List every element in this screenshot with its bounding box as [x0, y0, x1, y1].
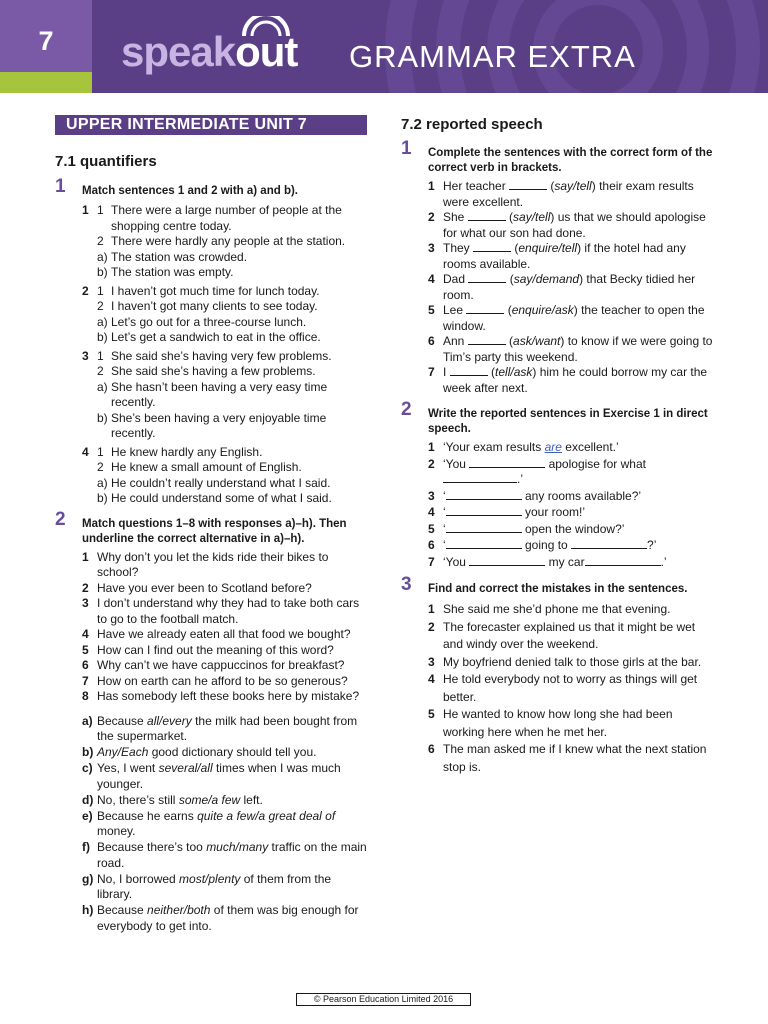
- list-item: 2 ‘You apologise for what .’: [428, 456, 646, 486]
- unit-number: 7: [38, 26, 54, 56]
- list-item: [401, 241, 716, 272]
- answer-blank[interactable]: [469, 555, 545, 566]
- item-text: (: [547, 179, 555, 193]
- answer-blank[interactable]: [468, 210, 506, 221]
- answer-blank[interactable]: [443, 472, 517, 483]
- section-title-reported-speech: 7.2 reported speech: [401, 116, 543, 133]
- item-text: (: [505, 334, 514, 348]
- list-item: [55, 265, 367, 281]
- list-item: 7 ‘You my car .’: [428, 554, 667, 569]
- item-marker: 2: [97, 234, 104, 248]
- item-text: My boyfriend denied talk to those girls at the bar.: [443, 654, 702, 669]
- item-number: 4: [428, 272, 435, 286]
- item-number: 1: [82, 203, 89, 217]
- item-text: She said she’s having very few problems.: [111, 348, 332, 363]
- item-number: 2: [428, 210, 435, 224]
- alternative-choice: neither/both: [147, 903, 211, 917]
- verb-hint: tell/ask: [495, 365, 533, 379]
- list-item: [401, 334, 716, 365]
- item-text: How can I find out the meaning of this word?: [97, 642, 334, 657]
- item-text: Because: [97, 903, 148, 917]
- item-text: She said she’s having a few problems.: [111, 364, 316, 378]
- list-item: 6 ‘ going to ?’: [428, 538, 657, 552]
- exercise-number: 1: [55, 176, 66, 197]
- item-text: Ann: [443, 334, 468, 348]
- item-number: 3: [82, 348, 89, 363]
- item-letter: e): [82, 808, 93, 823]
- item-text: Dad: [443, 272, 469, 286]
- item-letter: a): [82, 713, 93, 728]
- item-letter: h): [82, 903, 94, 917]
- item-text: The forecaster explained us that it might be wet and windy over the weekend.: [443, 619, 696, 651]
- item-text: He told everybody not to worry as things will get better.: [443, 672, 698, 704]
- exercise-instruction: Write the reported sentences in Exercise 1 in direct speech.: [428, 408, 708, 435]
- list-item: [55, 315, 367, 331]
- item-text: Have you ever been to Scotland before?: [97, 580, 312, 595]
- response-item: [55, 761, 367, 792]
- item-text: Why don’t you let the kids ride their bikes to school?: [97, 549, 329, 579]
- item-text: (: [506, 272, 514, 286]
- item-number: 4: [428, 672, 435, 686]
- item-marker: 2: [97, 299, 104, 313]
- answer-blank[interactable]: [469, 457, 545, 468]
- alternative-choice: most/plenty: [179, 871, 241, 886]
- item-number: 5: [428, 303, 435, 317]
- exercise-instruction: Complete the sentences with the correct form of the correct verb in brackets.: [428, 147, 713, 174]
- item-text: I: [443, 365, 450, 379]
- alternative-choice: much/many: [206, 840, 269, 854]
- item-number: 4: [82, 627, 89, 641]
- exercise-2-responses: [55, 714, 367, 935]
- list-item: [401, 741, 716, 776]
- item-text: good dictionary should tell you.: [148, 745, 317, 759]
- item-text: There were hardly any people at the station.: [111, 234, 346, 248]
- item-marker: a): [97, 249, 108, 264]
- answer-blank[interactable]: [450, 365, 488, 376]
- list-item: [401, 210, 716, 241]
- item-text: He could understand some of what I said.: [111, 491, 332, 505]
- item-marker: b): [97, 491, 108, 505]
- answer-blank[interactable]: [585, 555, 661, 566]
- list-item: [55, 284, 367, 300]
- example-answer: are: [544, 440, 562, 454]
- item-text: Because he earns: [97, 808, 198, 823]
- verb-hint: ask/want: [513, 334, 561, 348]
- answer-blank[interactable]: [446, 522, 522, 533]
- item-number: 7: [428, 365, 435, 379]
- list-item: 3 ‘ any rooms available?’: [428, 488, 642, 503]
- item-text: There were a large number of people at the shopping centre today.: [111, 203, 342, 233]
- item-text: He wanted to know how long she had been working here when he met her.: [443, 707, 673, 739]
- verb-hint: say/tell: [554, 179, 592, 193]
- item-text: She hasn’t been having a very easy time recently.: [111, 379, 328, 409]
- item-text: No, there’s still: [97, 792, 179, 807]
- exercise-1-items: [401, 179, 716, 396]
- unit-badge: [0, 0, 92, 72]
- alternative-choice: some/a few: [178, 792, 241, 807]
- answer-blank[interactable]: [446, 505, 522, 516]
- item-text: ) that Becky tidied her room.: [443, 272, 696, 302]
- response-item: [55, 903, 367, 934]
- item-marker: 1: [97, 444, 104, 459]
- item-text: ) the teacher to open the window.: [443, 303, 705, 333]
- item-text: Have we already eaten all that food we bought?: [97, 627, 351, 641]
- item-text: ) if the hotel had any rooms available.: [443, 241, 686, 271]
- answer-blank[interactable]: [468, 272, 506, 283]
- copyright-footer: © Pearson Education Limited 2016: [296, 993, 471, 1006]
- list-item: [55, 550, 367, 581]
- exercise-number: 2: [401, 399, 412, 420]
- exercise-1-heading: [55, 176, 367, 199]
- list-item: [55, 445, 367, 461]
- item-marker: b): [97, 265, 108, 279]
- alternative-choice: quite a few/a great deal of: [197, 808, 336, 823]
- item-number: 6: [82, 658, 89, 672]
- item-text: He knew a small amount of English.: [111, 460, 302, 474]
- item-letter: b): [82, 745, 94, 759]
- list-item: [55, 596, 367, 627]
- item-text: traffic on the main road.: [97, 840, 367, 870]
- item-text: No, I borrowed: [97, 871, 180, 886]
- answer-blank[interactable]: [446, 489, 522, 500]
- item-marker: b): [97, 410, 108, 425]
- item-text: money.: [97, 824, 136, 838]
- item-letter: f): [82, 840, 90, 854]
- item-text: (: [504, 303, 512, 317]
- item-number: 4: [82, 444, 89, 459]
- list-item: [401, 365, 716, 396]
- item-text: ) their exam results were excellent.: [443, 179, 694, 209]
- alternative-choice: all/every: [147, 713, 192, 728]
- answer-blank[interactable]: [571, 538, 647, 549]
- item-text: Why can’t we have cappuccinos for breakfast?: [97, 658, 345, 672]
- verb-hint: say/tell: [513, 210, 551, 224]
- exercise-number: 3: [401, 574, 412, 595]
- list-item: [55, 643, 367, 659]
- item-marker: a): [97, 314, 108, 329]
- answer-blank[interactable]: [509, 179, 547, 190]
- item-text: I don’t understand why they had to take both cars to go to the football match.: [97, 596, 360, 626]
- item-number: 3: [428, 654, 435, 669]
- item-number: 2: [428, 619, 435, 634]
- item-text: How on earth can he afford to be so generous?: [97, 673, 348, 688]
- item-number: 1: [82, 549, 89, 564]
- list-item: [401, 619, 716, 654]
- item-letter: d): [82, 792, 94, 807]
- item-text: left.: [240, 792, 263, 807]
- list-item: [55, 330, 367, 346]
- item-letter: g): [82, 871, 94, 886]
- item-number: 6: [428, 334, 435, 348]
- item-text: times when I was much younger.: [97, 761, 341, 791]
- item-number: 2: [82, 580, 89, 595]
- item-text: Her teacher: [443, 179, 510, 193]
- item-text: of them from the library.: [97, 871, 332, 901]
- exercise-2-items: [401, 440, 716, 570]
- item-text: Because: [97, 713, 148, 728]
- item-marker: a): [97, 379, 108, 394]
- list-item: [55, 658, 367, 674]
- item-text: (: [487, 365, 496, 379]
- item-number: 8: [82, 689, 89, 703]
- item-text: ) us that we should apologise for what our son had done.: [443, 210, 706, 240]
- item-text: I haven’t got much time for lunch today.: [111, 283, 320, 298]
- unit-accent-strip: [0, 72, 92, 93]
- item-number: 5: [428, 707, 435, 721]
- item-marker: 1: [97, 348, 104, 363]
- answer-blank[interactable]: [446, 538, 522, 549]
- exercise-3-heading: [401, 574, 716, 597]
- exercise-1-items: [55, 203, 367, 507]
- item-marker: 2: [97, 364, 104, 378]
- item-text: The station was empty.: [111, 265, 234, 279]
- item-text: The station was crowded.: [111, 249, 248, 264]
- item-text: They: [443, 241, 474, 255]
- item-text: Has somebody left these books here by mistake?: [97, 689, 360, 703]
- list-item: [401, 706, 716, 741]
- item-text: the milk had been bought from the supermarket.: [97, 713, 358, 743]
- item-text: She said me she’d phone me that evening.: [443, 602, 671, 616]
- alternative-choice: Any/Each: [97, 745, 149, 759]
- series-title: GRAMMAR EXTRA: [349, 39, 636, 74]
- list-item: [55, 491, 367, 507]
- exercise-number: 1: [401, 138, 412, 159]
- exercise-1-heading: [401, 138, 716, 176]
- exercise-2-heading: [55, 508, 367, 547]
- item-text: She: [443, 210, 468, 224]
- exercise-2-heading: [401, 399, 716, 437]
- item-text: He knew hardly any English.: [111, 444, 263, 459]
- list-item: [55, 364, 367, 380]
- list-item: [55, 299, 367, 315]
- answer-blank[interactable]: [466, 303, 504, 314]
- item-marker: a): [97, 475, 108, 490]
- exercise-number: 2: [55, 508, 66, 530]
- left-column: [55, 110, 367, 935]
- item-text: The man asked me if I knew what the next station stop is.: [443, 742, 707, 774]
- response-item: [55, 840, 367, 871]
- list-item: [401, 601, 716, 619]
- response-item: [55, 745, 367, 761]
- verb-hint: enquire/ask: [511, 303, 574, 317]
- list-item: [55, 250, 367, 266]
- item-text: (: [505, 210, 514, 224]
- list-item: [55, 627, 367, 643]
- list-item: [55, 476, 367, 492]
- list-item: [55, 689, 367, 705]
- list-item: [55, 411, 367, 442]
- exercise-instruction: Match sentences 1 and 2 with a) and b).: [82, 185, 298, 197]
- list-item: [55, 460, 367, 476]
- list-item: [401, 179, 716, 210]
- item-text: ) to know if we were going to Tim’s party this weekend.: [443, 334, 713, 364]
- item-number: 5: [82, 642, 89, 657]
- verb-hint: enquire/tell: [518, 241, 578, 255]
- page-header: [0, 0, 768, 93]
- list-item: [55, 581, 367, 597]
- list-item: [401, 671, 716, 706]
- level-banner: UPPER INTERMEDIATE UNIT 7: [55, 115, 367, 135]
- item-text: I haven’t got many clients to see today.: [111, 299, 318, 313]
- exercise-3-items: [401, 601, 716, 776]
- answer-blank[interactable]: [468, 334, 506, 345]
- exercise-instruction: Match questions 1–8 with responses a)–h). Then underline the correct alternative in a)–h).: [82, 517, 347, 545]
- item-text: Lee: [443, 303, 467, 317]
- item-number: 7: [82, 673, 89, 688]
- list-item: [401, 654, 716, 672]
- item-number: 1: [428, 602, 435, 616]
- verb-hint: say/demand: [513, 272, 580, 286]
- list-item: [55, 674, 367, 690]
- item-text: of them was big enough for everybody to get into.: [97, 903, 359, 933]
- exercise-2-questions: [55, 550, 367, 705]
- item-text: She’s been having a very enjoyable time recently.: [111, 410, 327, 440]
- item-number: 3: [428, 241, 435, 255]
- answer-blank[interactable]: [473, 241, 511, 252]
- speakout-logo: speakout: [121, 28, 298, 75]
- item-number: 6: [428, 742, 435, 756]
- item-number: 3: [82, 596, 89, 610]
- list-item: [401, 303, 716, 334]
- right-column: [401, 110, 716, 776]
- item-number: 1: [428, 179, 435, 193]
- response-item: [55, 872, 367, 903]
- list-item: [55, 234, 367, 250]
- list-item: [55, 203, 367, 234]
- item-number: 2: [82, 283, 89, 298]
- item-marker: b): [97, 330, 108, 344]
- list-item: [55, 380, 367, 411]
- list-item: 1 ‘Your exam results are excellent.’: [428, 440, 619, 454]
- item-text: Because there’s too: [97, 840, 207, 854]
- item-text: Let’s get a sandwich to eat in the office.: [111, 330, 321, 344]
- item-marker: 1: [97, 203, 104, 217]
- alternative-choice: several/all: [158, 761, 213, 775]
- item-text: Yes, I went: [97, 761, 159, 775]
- item-marker: 1: [97, 283, 104, 298]
- section-title-quantifiers: 7.1 quantifiers: [55, 153, 157, 170]
- list-item: 5 ‘ open the window?’: [428, 521, 625, 536]
- list-item: 4 ‘ your room!’: [428, 505, 586, 519]
- item-text: He couldn’t really understand what I said.: [111, 475, 331, 490]
- list-item: [401, 272, 716, 303]
- response-item: [55, 809, 367, 840]
- item-text: Let’s go out for a three-course lunch.: [111, 314, 307, 329]
- item-letter: c): [82, 761, 93, 775]
- response-item: [55, 714, 367, 745]
- exercise-instruction: Find and correct the mistakes in the sentences.: [428, 583, 688, 595]
- response-item: [55, 793, 367, 809]
- item-text: (: [511, 241, 519, 255]
- list-item: [55, 349, 367, 365]
- item-text: ) him he could borrow my car the week after next.: [443, 365, 708, 395]
- item-marker: 2: [97, 460, 104, 474]
